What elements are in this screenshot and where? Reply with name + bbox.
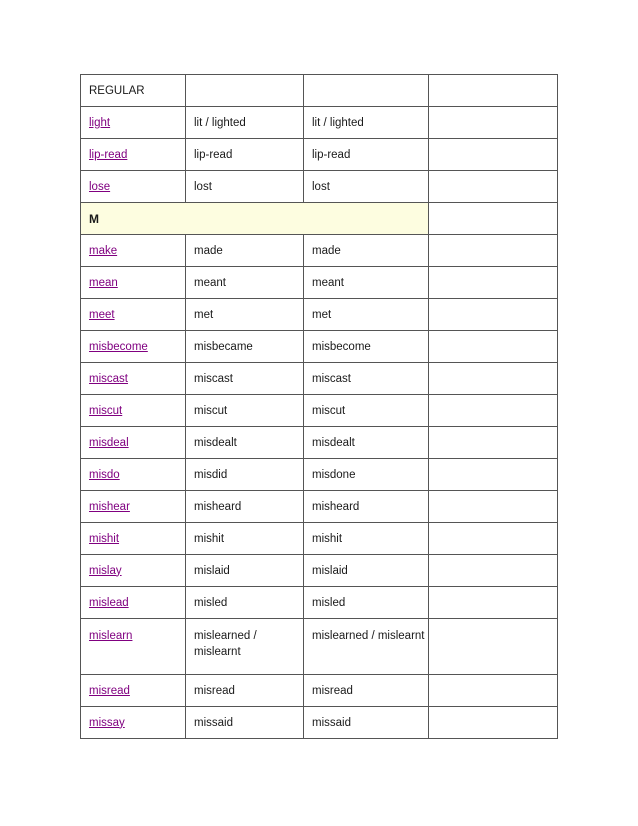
past-simple-cell: misdid [186,459,304,491]
section-row [81,203,558,235]
past-participle-cell: lost [304,171,429,203]
past-simple-cell: misled [186,587,304,619]
header-cell-3 [304,75,429,107]
empty-cell [429,299,558,331]
past-participle-cell: misread [304,675,429,707]
past-participle-cell: misbecome [304,331,429,363]
header-cell-2 [186,75,304,107]
empty-cell [429,707,558,739]
verb-cell [81,675,186,707]
past-participle-cell: mislearned / mislearnt [304,619,429,675]
empty-cell [429,235,558,267]
header-cell-4 [429,75,558,107]
verb-cell [81,363,186,395]
table-row [81,395,558,427]
table-row [81,459,558,491]
verb-link[interactable]: mishit [89,532,120,545]
past-simple-cell: met [186,299,304,331]
past-simple-cell: mislaid [186,555,304,587]
verb-link[interactable]: misread [89,684,130,697]
past-participle-cell: met [304,299,429,331]
past-simple-cell: misread [186,675,304,707]
verb-cell [81,707,186,739]
verb-link[interactable]: missay [89,716,125,729]
past-simple-cell: lost [186,171,304,203]
verb-link[interactable]: lip-read [89,148,128,161]
empty-cell [429,395,558,427]
past-simple-cell: meant [186,267,304,299]
verb-link[interactable]: mislearn [89,630,133,642]
verb-link[interactable]: make [89,244,118,257]
verb-cell [81,491,186,523]
verb-link[interactable]: mislead [89,596,129,609]
verb-cell [81,587,186,619]
verb-link[interactable]: misdeal [89,436,129,449]
verb-cell [81,235,186,267]
table-row [81,267,558,299]
table-row [81,675,558,707]
table-row [81,523,558,555]
table-row [81,331,558,363]
past-participle-cell: misdealt [304,427,429,459]
verb-cell [81,427,186,459]
past-simple-cell: mishit [186,523,304,555]
verb-cell [81,139,186,171]
past-participle-cell: missaid [304,707,429,739]
past-simple-cell: miscast [186,363,304,395]
verb-link[interactable]: mislay [89,564,122,577]
verb-cell [81,331,186,363]
table-row [81,299,558,331]
irregular-verbs-table [80,74,558,739]
empty-cell [429,427,558,459]
verb-cell [81,107,186,139]
past-simple-cell: misdealt [186,427,304,459]
empty-cell [429,619,558,675]
section-letter: M [81,203,429,235]
verb-cell [81,395,186,427]
verb-cell [81,459,186,491]
past-simple-cell: mislearned / mislearnt [186,619,304,675]
table-row [81,491,558,523]
header-row [81,75,558,107]
past-simple-cell: miscut [186,395,304,427]
empty-cell [429,331,558,363]
table-row [81,555,558,587]
verb-cell [81,267,186,299]
table-row [81,363,558,395]
table-row [81,427,558,459]
past-simple-cell: misbecame [186,331,304,363]
past-simple-cell: lit / lighted [186,107,304,139]
past-participle-cell: misheard [304,491,429,523]
empty-cell [429,491,558,523]
table-row [81,171,558,203]
past-participle-cell: mislaid [304,555,429,587]
past-simple-cell: misheard [186,491,304,523]
empty-cell [429,267,558,299]
past-simple-cell: made [186,235,304,267]
verb-link[interactable]: meet [89,308,115,321]
table-body [81,75,558,739]
verb-cell [81,555,186,587]
past-simple-cell: lip-read [186,139,304,171]
table-row [81,139,558,171]
verb-link[interactable]: miscast [89,372,128,385]
verb-cell [81,171,186,203]
table-row [81,107,558,139]
empty-cell [429,139,558,171]
past-participle-cell: misdone [304,459,429,491]
past-participle-cell: meant [304,267,429,299]
verb-cell [81,619,186,675]
past-participle-cell: made [304,235,429,267]
past-participle-cell: misled [304,587,429,619]
verb-link[interactable]: miscut [89,404,123,417]
table-row [81,235,558,267]
empty-cell [429,107,558,139]
empty-cell [429,363,558,395]
verb-link[interactable]: lose [89,180,111,193]
empty-cell [429,555,558,587]
table-row [81,707,558,739]
empty-cell [429,675,558,707]
verb-link[interactable]: mean [89,276,118,289]
empty-cell [429,587,558,619]
past-participle-cell: mishit [304,523,429,555]
empty-cell [429,459,558,491]
past-participle-cell: miscut [304,395,429,427]
empty-cell [429,523,558,555]
header-label: REGULAR [81,75,186,107]
verb-cell [81,299,186,331]
past-participle-cell: lip-read [304,139,429,171]
empty-cell [429,171,558,203]
table-row [81,587,558,619]
verb-link[interactable]: misdo [89,468,120,481]
verb-link[interactable]: light [89,116,111,129]
verb-cell [81,523,186,555]
past-participle-cell: lit / lighted [304,107,429,139]
verb-link[interactable]: mishear [89,500,130,513]
past-simple-cell: missaid [186,707,304,739]
empty-cell [429,203,558,235]
table-row [81,619,558,675]
past-participle-cell: miscast [304,363,429,395]
verb-link[interactable]: misbecome [89,340,148,353]
